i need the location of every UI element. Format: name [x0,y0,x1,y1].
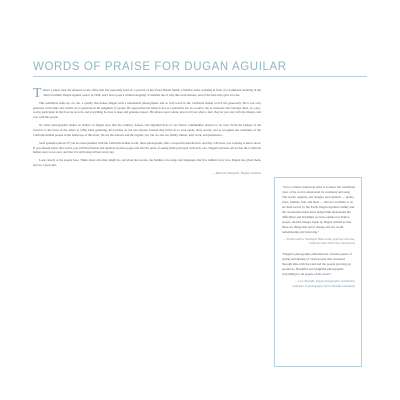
title-divider [33,76,367,77]
essay-paragraph-1-text: here's a photo near the entrance to my office that I'm especially fond of: a portrait of my friend Daniel Smith, a Washoe elder, standing in front of a traditional dwelling in the Sierra foothills. Dugan Aguilar took it in 1996, and I never pass it without stopping. It reminds me of why this work matters, and of the man who gave it to me. [43,88,261,97]
praise-quote-1: "To be a Native American artist is to know the traditional view of the world, understand its ceremony and song. The works, legends, and designs, and symbols — plants, trees, animals, fish, and birds — that are available to us are held sacred by the Earth. Dugan Aguilar's family and the ceremonial elders have helped him understand the difficulties and hardships we have endured as Native people, and the images made by Dugan remind us that there are things that never change and are worth remembering and believing." [282,185,355,234]
praise-quote-2-attribution: — Lucy McArdle, Dugan photographer and Washoe craftsman, in photography, Sierra Nevada Community [292,279,355,288]
essay-paragraph-1 [33,88,261,101]
essay-column [33,88,261,388]
essay-paragraph-2: This exhibition sums up, for me, a quality that makes Dugan such a remarkable photographer and so well loved in the California Indian world: his generosity. He is not only generous with prints and credits; he is generous in his judgment of people. He approaches his subjects not as a journalist nor as a tourist, but as someone who belongs there, as a day-to-day participant in the lives he records, and everything he does is deep and genuine respect. His photos never shout, never tell you what to feel; they let you stay with the images, and stay with the people. [33,100,261,120]
praise-quotes-box [274,177,362,367]
drop-cap: T [33,88,42,101]
essay-paragraph-4: Such splendid photos! If you are unacquainted with the California Indian world, these photographs offer a respectful introduction, and they will leave you wanting to know more. If you already know that world, you will find friends and relatives in these pages and feel the pride of seeing them portrayed with such care. Dugan's pictures tell us that the California Indian story is not over, and that it is still being written every day. [33,140,261,155]
essay-byline: — Malcolm Margolin, Heyday Institute [212,171,261,176]
praise-quote-2: "Dugan's photography embodies the constant quests of giving and sharing of visual poetry that resonated through time with the land and the people growing up around us. Beautiful and insightful photographs: everything for all people of the world." [282,252,352,277]
praise-quote-1-attribution: — Frank LaPena, Nomtipom Wintu artist, professor emeritus, California State University, Sacramento [283,237,355,246]
essay-paragraph-3: No other photographer makes us believe as Dugan does that the ordinary, honest, and dignified lives of our Native communities deserve to be seen. From the baskets of the weavers to the faces of the elders at a Big Time gathering, his pictures do not use anyone; instead they invite us to look again, more slowly, and to recognize the continuity of the California Indian people in the landscape of this state. We see the dancers and the regalia, yes, but we also see family, humor, hard work, and persistence. [33,123,261,137]
essay-paragraph-5: Look closely at the people here. Think about who they might be, and about the stories, the families, the songs and languages that live behind every face. Dugan has given them, and us, a great gift. [33,158,261,168]
page-title: WORDS OF PRAISE FOR DUGAN AGUILAR [33,61,287,73]
